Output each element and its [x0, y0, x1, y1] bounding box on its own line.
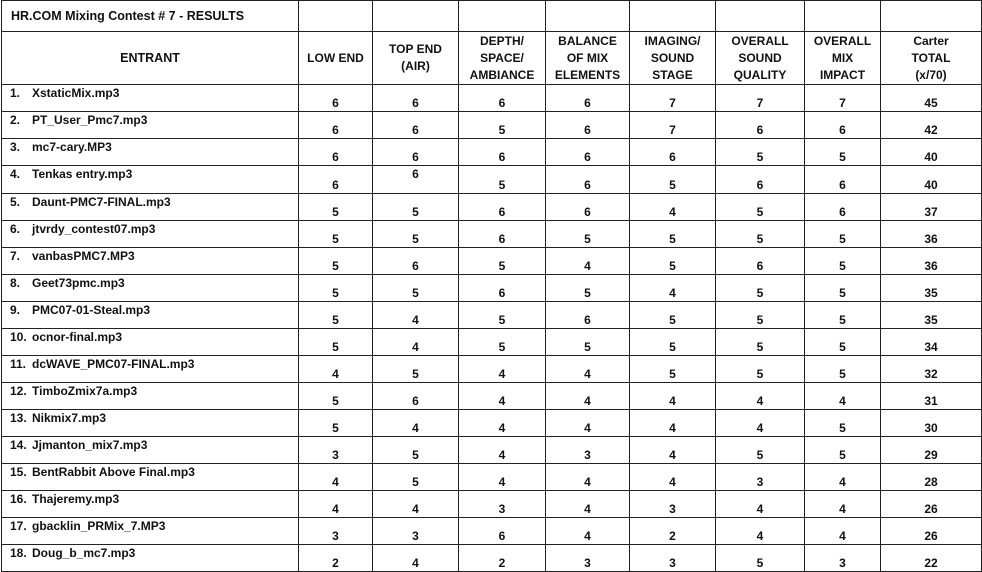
- entrant-name: Daunt-PMC7-FINAL.mp3: [32, 195, 171, 209]
- row-number: 17.: [10, 519, 27, 533]
- score-cell[interactable]: 4: [805, 464, 881, 491]
- score-cell[interactable]: 6: [373, 112, 459, 139]
- entrant-cell[interactable]: [2, 248, 299, 275]
- total-cell[interactable]: 30: [881, 410, 982, 437]
- score-cell[interactable]: 4: [373, 329, 459, 356]
- score-cell[interactable]: 4: [299, 491, 373, 518]
- total-cell[interactable]: 40: [881, 139, 982, 166]
- score-cell[interactable]: 4: [630, 464, 716, 491]
- score-cell[interactable]: 5: [630, 329, 716, 356]
- header-low-end[interactable]: LOW END: [299, 32, 373, 85]
- row-number: 4.: [10, 167, 21, 181]
- score-cell[interactable]: 5: [805, 221, 881, 248]
- entrant-name: Jjmanton_mix7.mp3: [32, 438, 148, 452]
- entrant-name: mc7-cary.MP3: [32, 140, 112, 154]
- score-cell[interactable]: 5: [805, 356, 881, 383]
- total-cell[interactable]: 35: [881, 275, 982, 302]
- score-cell[interactable]: 4: [459, 464, 546, 491]
- score-cell[interactable]: 4: [373, 302, 459, 329]
- total-cell[interactable]: 36: [881, 248, 982, 275]
- header-total[interactable]: [881, 32, 982, 85]
- score-cell[interactable]: 5: [299, 275, 373, 302]
- table-row: [2, 302, 982, 329]
- score-cell[interactable]: 7: [630, 112, 716, 139]
- score-cell[interactable]: 4: [546, 464, 630, 491]
- row-number: 9.: [10, 303, 21, 317]
- score-cell[interactable]: 5: [630, 221, 716, 248]
- header-line: BALANCE: [558, 33, 617, 48]
- score-cell[interactable]: 5: [716, 329, 805, 356]
- entrant-name: gbacklin_PRMix_7.MP3: [32, 519, 166, 533]
- row-number: 3.: [10, 140, 21, 154]
- score-cell[interactable]: 5: [630, 166, 716, 194]
- score-cell[interactable]: 6: [546, 166, 630, 194]
- row-number: 6.: [10, 222, 21, 236]
- score-cell[interactable]: 6: [373, 166, 459, 194]
- total-cell[interactable]: 37: [881, 194, 982, 221]
- entrant-cell[interactable]: [2, 166, 299, 194]
- header-line: IMPACT: [819, 67, 866, 82]
- total-cell[interactable]: 32: [881, 356, 982, 383]
- score-cell[interactable]: 7: [805, 85, 881, 112]
- score-cell[interactable]: 5: [716, 275, 805, 302]
- score-cell[interactable]: 5: [299, 194, 373, 221]
- entrant-cell[interactable]: [2, 221, 299, 248]
- table-row: [2, 248, 982, 275]
- score-cell[interactable]: 6: [716, 112, 805, 139]
- score-cell[interactable]: 3: [546, 437, 630, 464]
- table-row: [2, 194, 982, 221]
- score-cell[interactable]: 5: [630, 302, 716, 329]
- score-cell[interactable]: 4: [373, 491, 459, 518]
- score-cell[interactable]: 5: [630, 356, 716, 383]
- entrant-name: ocnor-final.mp3: [32, 330, 123, 344]
- entrant-name: PMC07-01-Steal.mp3: [32, 303, 151, 317]
- empty-cell[interactable]: [459, 1, 546, 32]
- score-cell[interactable]: 6: [805, 112, 881, 139]
- row-number: 13.: [10, 411, 27, 425]
- entrant-name: dcWAVE_PMC07-FINAL.mp3: [32, 357, 195, 371]
- score-cell[interactable]: 3: [299, 518, 373, 545]
- score-cell[interactable]: 6: [546, 112, 630, 139]
- score-cell[interactable]: 7: [630, 85, 716, 112]
- entrant-cell[interactable]: [2, 491, 299, 518]
- header-line: Carter: [913, 33, 949, 48]
- score-cell[interactable]: 5: [716, 139, 805, 166]
- score-cell[interactable]: 4: [630, 194, 716, 221]
- score-cell[interactable]: 5: [630, 248, 716, 275]
- score-cell[interactable]: 5: [716, 194, 805, 221]
- title-row: [2, 1, 982, 32]
- empty-cell[interactable]: [716, 1, 805, 32]
- score-cell[interactable]: 5: [716, 437, 805, 464]
- score-cell[interactable]: 4: [716, 491, 805, 518]
- score-cell[interactable]: 5: [373, 356, 459, 383]
- header-line: SOUND: [738, 50, 782, 65]
- header-imaging[interactable]: [630, 32, 716, 85]
- score-cell[interactable]: 5: [373, 275, 459, 302]
- header-sound-quality[interactable]: [716, 32, 805, 85]
- score-cell[interactable]: 5: [373, 194, 459, 221]
- score-cell[interactable]: 4: [546, 356, 630, 383]
- row-number: 11.: [10, 357, 27, 371]
- score-cell[interactable]: 5: [373, 437, 459, 464]
- score-cell[interactable]: 4: [299, 356, 373, 383]
- table-row: [2, 383, 982, 410]
- header-line: IMAGING/: [644, 33, 701, 48]
- total-cell[interactable]: 45: [881, 85, 982, 112]
- score-cell[interactable]: 5: [805, 302, 881, 329]
- score-cell[interactable]: 4: [805, 518, 881, 545]
- score-cell[interactable]: 4: [546, 518, 630, 545]
- entrant-cell[interactable]: [2, 437, 299, 464]
- table-row: [2, 518, 982, 545]
- score-cell[interactable]: 4: [630, 275, 716, 302]
- score-cell[interactable]: 6: [373, 139, 459, 166]
- score-cell[interactable]: 4: [299, 464, 373, 491]
- score-cell[interactable]: 4: [716, 410, 805, 437]
- score-cell[interactable]: 5: [546, 221, 630, 248]
- total-cell[interactable]: 42: [881, 112, 982, 139]
- score-cell[interactable]: 4: [546, 410, 630, 437]
- score-cell[interactable]: 5: [805, 275, 881, 302]
- row-number: 1.: [10, 86, 21, 100]
- score-cell[interactable]: 5: [716, 302, 805, 329]
- entrant-name: XstaticMix.mp3: [32, 86, 120, 100]
- score-cell[interactable]: 6: [546, 194, 630, 221]
- entrant-name: Geet73pmc.mp3: [32, 276, 125, 290]
- score-cell[interactable]: 6: [805, 166, 881, 194]
- empty-cell[interactable]: [546, 1, 630, 32]
- empty-cell[interactable]: [881, 1, 982, 32]
- table-row: [2, 356, 982, 383]
- row-number: 7.: [10, 249, 21, 263]
- row-number: 10.: [10, 330, 27, 344]
- score-cell[interactable]: 5: [459, 248, 546, 275]
- header-mix-impact[interactable]: [805, 32, 881, 85]
- entrant-cell[interactable]: [2, 518, 299, 545]
- header-line: OF MIX: [566, 50, 609, 65]
- score-cell[interactable]: 3: [373, 518, 459, 545]
- table-row: [2, 221, 982, 248]
- score-cell[interactable]: 5: [299, 383, 373, 410]
- score-cell[interactable]: 6: [459, 518, 546, 545]
- score-cell[interactable]: 6: [546, 302, 630, 329]
- row-number: 14.: [10, 438, 27, 452]
- header-line: DEPTH/: [479, 33, 524, 48]
- score-cell[interactable]: 5: [459, 112, 546, 139]
- entrant-name: jtvrdy_contest07.mp3: [32, 222, 156, 236]
- score-cell[interactable]: 6: [373, 248, 459, 275]
- score-cell[interactable]: 4: [373, 410, 459, 437]
- empty-cell[interactable]: [630, 1, 716, 32]
- score-cell[interactable]: 4: [630, 437, 716, 464]
- row-number: 16.: [10, 492, 27, 506]
- header-line: (x/70): [915, 67, 947, 82]
- score-cell[interactable]: 6: [459, 85, 546, 112]
- score-cell[interactable]: 4: [546, 383, 630, 410]
- score-cell[interactable]: 5: [459, 166, 546, 194]
- header-depth[interactable]: [459, 32, 546, 85]
- score-cell[interactable]: 3: [546, 545, 630, 572]
- total-cell[interactable]: 40: [881, 166, 982, 194]
- score-cell[interactable]: 7: [716, 85, 805, 112]
- entrant-cell[interactable]: [2, 356, 299, 383]
- score-cell[interactable]: 3: [630, 491, 716, 518]
- score-cell[interactable]: 5: [805, 410, 881, 437]
- score-cell[interactable]: 6: [373, 85, 459, 112]
- entrant-cell[interactable]: [2, 112, 299, 139]
- empty-cell[interactable]: [805, 1, 881, 32]
- total-cell[interactable]: 26: [881, 518, 982, 545]
- score-cell[interactable]: 5: [716, 545, 805, 572]
- score-cell[interactable]: 5: [805, 139, 881, 166]
- score-cell[interactable]: 6: [299, 85, 373, 112]
- score-cell[interactable]: 4: [716, 383, 805, 410]
- score-cell[interactable]: 4: [630, 410, 716, 437]
- table-row: [2, 464, 982, 491]
- header-line: AMBIANCE: [469, 67, 535, 82]
- entrant-name: TimboZmix7a.mp3: [32, 384, 138, 398]
- table-row: [2, 410, 982, 437]
- table-row: [2, 275, 982, 302]
- header-line: MIX: [831, 50, 854, 65]
- entrant-cell[interactable]: [2, 139, 299, 166]
- score-cell[interactable]: 5: [373, 221, 459, 248]
- score-cell[interactable]: 6: [546, 139, 630, 166]
- score-cell[interactable]: 4: [805, 491, 881, 518]
- total-cell[interactable]: 29: [881, 437, 982, 464]
- score-cell[interactable]: 5: [459, 302, 546, 329]
- entrant-name: PT_User_Pmc7.mp3: [32, 113, 148, 127]
- table-row: [2, 112, 982, 139]
- entrant-name: Thajeremy.mp3: [32, 492, 120, 506]
- entrant-cell[interactable]: [2, 410, 299, 437]
- score-cell[interactable]: 6: [716, 248, 805, 275]
- row-number: 12.: [10, 384, 27, 398]
- empty-cell[interactable]: [373, 1, 459, 32]
- header-entrant[interactable]: ENTRANT: [2, 32, 299, 85]
- row-number: 5.: [10, 195, 21, 209]
- score-cell[interactable]: 5: [373, 464, 459, 491]
- score-cell[interactable]: 6: [630, 139, 716, 166]
- total-cell[interactable]: 26: [881, 491, 982, 518]
- row-number: 15.: [10, 465, 27, 479]
- header-line: (AIR): [401, 59, 430, 73]
- header-line: QUALITY: [733, 67, 787, 82]
- score-cell[interactable]: 5: [299, 302, 373, 329]
- score-cell[interactable]: 6: [459, 194, 546, 221]
- sheet-title[interactable]: HR.COM Mixing Contest # 7 - RESULTS: [2, 1, 299, 32]
- score-cell[interactable]: 4: [630, 383, 716, 410]
- results-table: [1, 0, 982, 572]
- header-line: ELEMENTS: [554, 67, 621, 82]
- entrant-name: Tenkas entry.mp3: [32, 167, 133, 181]
- score-cell[interactable]: 4: [716, 518, 805, 545]
- entrant-name: Doug_b_mc7.mp3: [32, 546, 136, 560]
- score-cell[interactable]: 2: [630, 518, 716, 545]
- header-line: OVERALL: [731, 33, 789, 48]
- entrant-name: Nikmix7.mp3: [32, 411, 107, 425]
- entrant-cell[interactable]: [2, 85, 299, 112]
- score-cell[interactable]: 6: [299, 166, 373, 194]
- table-row: [2, 139, 982, 166]
- entrant-cell[interactable]: [2, 464, 299, 491]
- total-cell[interactable]: 36: [881, 221, 982, 248]
- header-line: TOP END: [389, 42, 442, 56]
- empty-cell[interactable]: [299, 1, 373, 32]
- table-row: [2, 545, 982, 572]
- table-row: [2, 491, 982, 518]
- score-cell[interactable]: 6: [373, 383, 459, 410]
- total-cell[interactable]: 34: [881, 329, 982, 356]
- score-cell[interactable]: 5: [299, 329, 373, 356]
- header-row: [2, 32, 982, 85]
- score-cell[interactable]: 5: [546, 329, 630, 356]
- row-number: 2.: [10, 113, 21, 127]
- score-cell[interactable]: 5: [299, 410, 373, 437]
- score-cell[interactable]: 3: [299, 437, 373, 464]
- entrant-cell[interactable]: [2, 383, 299, 410]
- entrant-name: vanbasPMC7.MP3: [32, 249, 135, 263]
- score-cell[interactable]: 5: [546, 275, 630, 302]
- score-cell[interactable]: 4: [373, 545, 459, 572]
- header-line: OVERALL: [813, 33, 872, 48]
- score-cell[interactable]: 3: [630, 545, 716, 572]
- score-cell[interactable]: 5: [459, 329, 546, 356]
- table-row: [2, 166, 982, 194]
- score-cell[interactable]: 6: [805, 194, 881, 221]
- score-cell[interactable]: 6: [546, 85, 630, 112]
- score-cell[interactable]: 2: [459, 545, 546, 572]
- score-cell[interactable]: 6: [299, 112, 373, 139]
- entrant-cell[interactable]: [2, 302, 299, 329]
- score-cell[interactable]: 5: [716, 221, 805, 248]
- score-cell[interactable]: 3: [805, 545, 881, 572]
- total-cell[interactable]: 28: [881, 464, 982, 491]
- entrant-cell[interactable]: [2, 194, 299, 221]
- score-cell[interactable]: 5: [805, 248, 881, 275]
- score-cell[interactable]: 5: [716, 356, 805, 383]
- header-line: SOUND: [650, 50, 695, 65]
- score-cell[interactable]: 5: [805, 329, 881, 356]
- header-top-end[interactable]: [373, 32, 459, 85]
- total-cell[interactable]: 35: [881, 302, 982, 329]
- score-cell[interactable]: 4: [546, 248, 630, 275]
- score-cell[interactable]: 5: [299, 248, 373, 275]
- table-row: [2, 85, 982, 112]
- header-line: SPACE/: [480, 50, 524, 65]
- table-row: [2, 437, 982, 464]
- score-cell[interactable]: 4: [459, 356, 546, 383]
- score-cell[interactable]: 6: [459, 275, 546, 302]
- score-cell[interactable]: 6: [716, 166, 805, 194]
- score-cell[interactable]: 4: [805, 383, 881, 410]
- table-row: [2, 329, 982, 356]
- header-line: STAGE: [652, 67, 693, 82]
- header-line: TOTAL: [911, 50, 951, 65]
- score-cell[interactable]: 4: [546, 491, 630, 518]
- score-cell[interactable]: 6: [459, 221, 546, 248]
- score-cell[interactable]: 4: [459, 383, 546, 410]
- total-cell[interactable]: 31: [881, 383, 982, 410]
- score-cell[interactable]: 5: [805, 437, 881, 464]
- header-balance[interactable]: [546, 32, 630, 85]
- score-cell[interactable]: 4: [459, 437, 546, 464]
- entrant-cell[interactable]: [2, 545, 299, 572]
- entrant-cell[interactable]: [2, 329, 299, 356]
- entrant-name: BentRabbit Above Final.mp3: [32, 465, 195, 479]
- score-cell[interactable]: 6: [299, 139, 373, 166]
- entrant-cell[interactable]: [2, 275, 299, 302]
- score-cell[interactable]: 3: [716, 464, 805, 491]
- score-cell[interactable]: 4: [459, 410, 546, 437]
- row-number: 18.: [10, 546, 27, 560]
- row-number: 8.: [10, 276, 21, 290]
- total-cell[interactable]: 22: [881, 545, 982, 572]
- score-cell[interactable]: 3: [459, 491, 546, 518]
- score-cell[interactable]: 2: [299, 545, 373, 572]
- score-cell[interactable]: 5: [299, 221, 373, 248]
- score-cell[interactable]: 6: [459, 139, 546, 166]
